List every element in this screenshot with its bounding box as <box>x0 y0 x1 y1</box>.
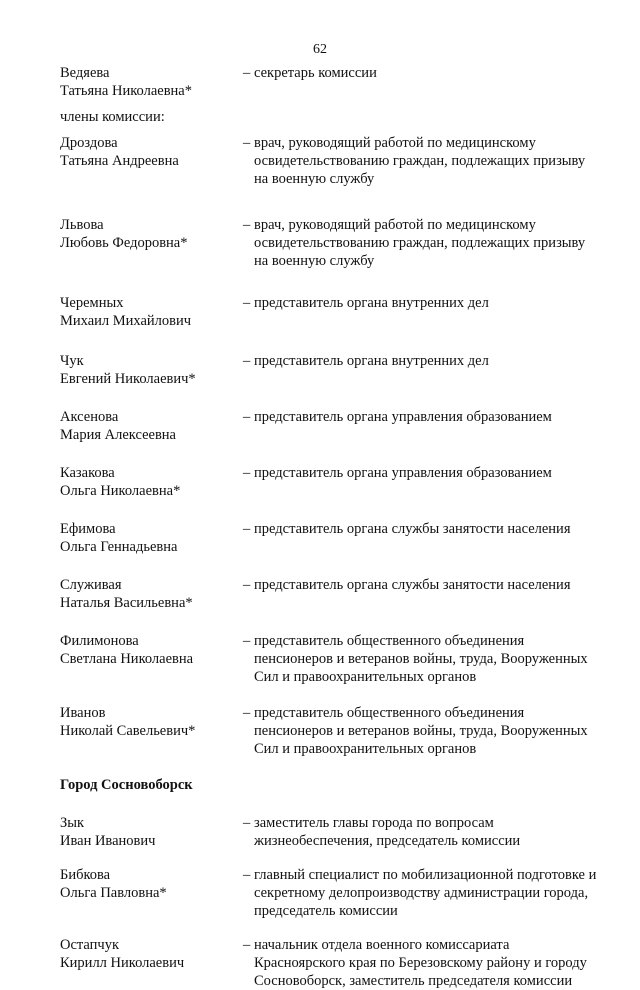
role-dash: – <box>243 353 251 369</box>
member-entry <box>60 520 620 556</box>
section-heading: Город Сосновоборск <box>60 777 193 793</box>
member-name-line: Аксенова <box>60 409 119 425</box>
member-role-line: представитель органа управления образованием <box>254 409 552 425</box>
member-name <box>60 294 243 330</box>
role-dash: – <box>243 521 251 537</box>
member-name <box>60 866 243 920</box>
member-role-line: секретному делопроизводству администрации города, <box>254 885 589 901</box>
member-entry <box>60 352 620 388</box>
member-name-line: Николай Савельевич* <box>60 723 196 739</box>
member-role-line: представитель общественного объединения <box>254 633 525 649</box>
member-role <box>243 866 613 920</box>
member-role-line: жизнеобеспечения, председатель комиссии <box>254 833 521 849</box>
member-name-line: Казакова <box>60 465 115 481</box>
member-name-line: Львова <box>60 217 104 233</box>
member-name <box>60 464 243 500</box>
member-name <box>60 520 243 556</box>
member-role-line: врач, руководящий работой по медицинскому <box>254 217 536 233</box>
member-role <box>243 520 613 556</box>
member-name-line: Служивая <box>60 577 122 593</box>
member-role <box>243 936 613 990</box>
member-role-line: секретарь комиссии <box>254 65 377 81</box>
member-role-line: освидетельствованию граждан, подлежащих призыву <box>254 153 586 169</box>
member-entry <box>60 294 620 330</box>
member-name-line: Чук <box>60 353 84 369</box>
commission-members-list <box>60 64 620 990</box>
member-name <box>60 64 243 100</box>
member-role-line: пенсионеров и ветеранов войны, труда, Вооруженных <box>254 651 588 667</box>
member-entry <box>60 814 620 850</box>
member-entry <box>60 632 620 686</box>
member-role-line: представитель органа управления образованием <box>254 465 552 481</box>
member-name <box>60 704 243 758</box>
member-entry <box>60 464 620 500</box>
member-name-line: Любовь Федоровна* <box>60 235 188 251</box>
member-role <box>243 216 613 270</box>
member-role-line: представитель органа службы занятости населения <box>254 577 571 593</box>
member-role <box>243 464 613 500</box>
member-entry <box>60 134 620 188</box>
page-number: 62 <box>313 42 327 57</box>
member-role-line: заместитель главы города по вопросам <box>254 815 494 831</box>
member-entry <box>60 704 620 758</box>
member-role-line: Сил и правоохранительных органов <box>254 669 477 685</box>
member-name-line: Иван Иванович <box>60 833 156 849</box>
role-dash: – <box>243 409 251 425</box>
member-role-line: представитель общественного объединения <box>254 705 525 721</box>
member-name-line: Остапчук <box>60 937 120 953</box>
member-role-line: на военную службу <box>254 253 375 269</box>
role-dash: – <box>243 465 251 481</box>
member-name <box>60 216 243 270</box>
member-name-line: Ольга Николаевна* <box>60 483 181 499</box>
member-name-line: Татьяна Андреевна <box>60 153 179 169</box>
member-role <box>243 352 613 388</box>
member-role-line: представитель органа внутренних дел <box>254 353 489 369</box>
member-name <box>60 576 243 612</box>
member-role-line: Красноярского края по Березовскому району и городу <box>254 955 587 971</box>
member-entry <box>60 408 620 444</box>
member-name <box>60 352 243 388</box>
role-dash: – <box>243 217 251 233</box>
member-name-line: Евгений Николаевич* <box>60 371 196 387</box>
role-dash: – <box>243 65 251 81</box>
member-name <box>60 408 243 444</box>
member-role-line: представитель органа внутренних дел <box>254 295 489 311</box>
member-name-line: Иванов <box>60 705 106 721</box>
role-dash: – <box>243 135 251 151</box>
member-name-line: Филимонова <box>60 633 139 649</box>
member-role <box>243 576 613 612</box>
member-entry <box>60 64 620 100</box>
member-name-line: Светлана Николаевна <box>60 651 194 667</box>
member-name <box>60 814 243 850</box>
member-role-line: на военную службу <box>254 171 375 187</box>
member-name-line: Зык <box>60 815 85 831</box>
member-role-line: пенсионеров и ветеранов войны, труда, Вооруженных <box>254 723 588 739</box>
member-name-line: Татьяна Николаевна* <box>60 83 192 99</box>
member-name-line: Ефимова <box>60 521 116 537</box>
member-role-line: Сил и правоохранительных органов <box>254 741 477 757</box>
member-role-line: Сосновоборск, заместитель председателя комиссии <box>254 973 573 989</box>
member-name-line: Наталья Васильевна* <box>60 595 193 611</box>
member-name-line: Михаил Михайлович <box>60 313 192 329</box>
member-role <box>243 408 613 444</box>
member-name <box>60 632 243 686</box>
member-entry <box>60 866 620 920</box>
member-role <box>243 134 613 188</box>
members-subheading: члены комиссии: <box>60 109 165 125</box>
role-dash: – <box>243 705 251 721</box>
member-name-line: Мария Алексеевна <box>60 427 176 443</box>
member-role <box>243 704 613 758</box>
role-dash: – <box>243 633 251 649</box>
member-entry <box>60 576 620 612</box>
member-name-line: Ольга Геннадьевна <box>60 539 178 555</box>
role-dash: – <box>243 937 251 953</box>
member-role-line: председатель комиссии <box>254 903 398 919</box>
member-role-line: главный специалист по мобилизационной подготовке и <box>254 867 597 883</box>
member-name-line: Бибкова <box>60 867 111 883</box>
role-dash: – <box>243 867 251 883</box>
role-dash: – <box>243 295 251 311</box>
member-role <box>243 294 613 330</box>
member-role-line: представитель органа службы занятости населения <box>254 521 571 537</box>
member-name-line: Ольга Павловна* <box>60 885 167 901</box>
member-name-line: Кирилл Николаевич <box>60 955 185 971</box>
member-role-line: начальник отдела военного комиссариата <box>254 937 510 953</box>
member-name-line: Черемных <box>60 295 124 311</box>
member-name <box>60 936 243 990</box>
member-entry <box>60 216 620 270</box>
member-name-line: Ведяева <box>60 65 110 81</box>
member-role <box>243 64 613 100</box>
member-role-line: освидетельствованию граждан, подлежащих призыву <box>254 235 586 251</box>
member-role <box>243 632 613 686</box>
member-role-line: врач, руководящий работой по медицинскому <box>254 135 536 151</box>
role-dash: – <box>243 577 251 593</box>
member-name <box>60 134 243 188</box>
role-dash: – <box>243 815 251 831</box>
member-role <box>243 814 613 850</box>
member-entry <box>60 936 620 990</box>
member-name-line: Дроздова <box>60 135 118 151</box>
